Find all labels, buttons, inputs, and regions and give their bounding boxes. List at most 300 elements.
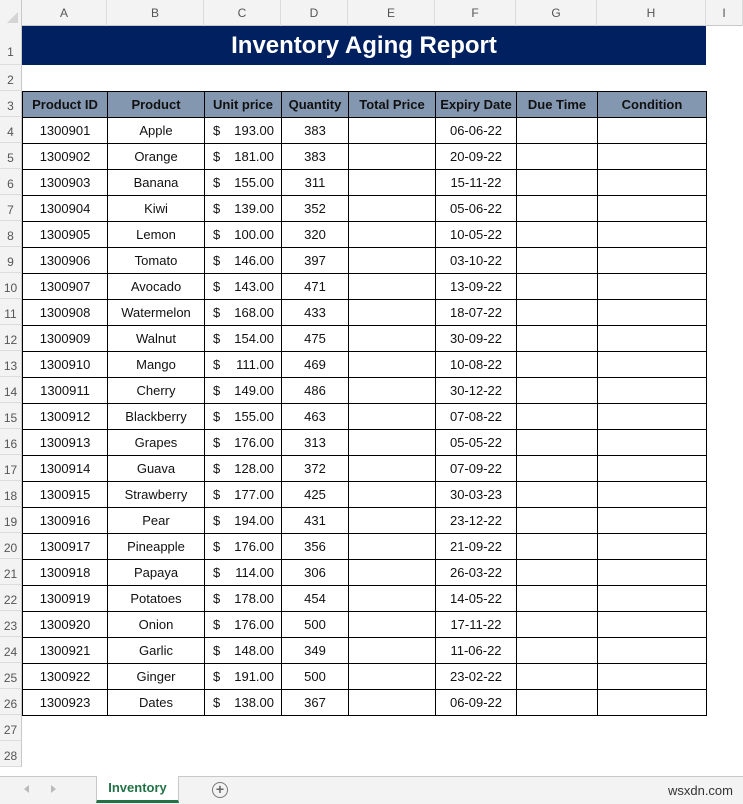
sheet-tab-inventory[interactable]: Inventory [96, 776, 179, 803]
cell-price[interactable] [205, 274, 282, 300]
cell-expiry[interactable]: 05-05-22 [436, 430, 517, 456]
cell-price[interactable] [205, 690, 282, 716]
row-header-8[interactable]: 8 [0, 221, 22, 247]
price-amount: 193.00 [234, 123, 274, 138]
currency-symbol: $ [213, 565, 221, 580]
currency-value [208, 435, 278, 450]
row-header-24[interactable]: 24 [0, 637, 22, 663]
table-row [23, 404, 707, 430]
currency-value [208, 305, 278, 320]
cell-qty[interactable]: 454 [282, 586, 349, 612]
cell-product[interactable]: Grapes [108, 430, 205, 456]
cell-due[interactable] [517, 274, 598, 300]
cell-product[interactable]: Pear [108, 508, 205, 534]
row-header-4[interactable]: 4 [0, 117, 22, 143]
cell-expiry[interactable]: 15-11-22 [436, 170, 517, 196]
table-row [23, 274, 707, 300]
cell-condition[interactable] [598, 664, 707, 690]
column-header-b[interactable]: B [107, 0, 204, 26]
cell-total[interactable] [349, 560, 436, 586]
cell-id[interactable]: 1300903 [23, 170, 108, 196]
cell-price[interactable] [205, 638, 282, 664]
cell-due[interactable] [517, 638, 598, 664]
cell-qty[interactable]: 500 [282, 664, 349, 690]
cell-qty[interactable]: 383 [282, 118, 349, 144]
row-header-1[interactable]: 1 [0, 26, 22, 65]
cell-price[interactable] [205, 430, 282, 456]
table-row [23, 508, 707, 534]
cell-total[interactable] [349, 404, 436, 430]
row-header-18[interactable]: 18 [0, 481, 22, 507]
cell-expiry[interactable]: 07-09-22 [436, 456, 517, 482]
cell-expiry[interactable]: 05-06-22 [436, 196, 517, 222]
currency-value [208, 253, 278, 268]
cell-due[interactable] [517, 560, 598, 586]
currency-value [208, 279, 278, 294]
cell-condition[interactable] [598, 508, 707, 534]
cell-qty[interactable]: 469 [282, 352, 349, 378]
currency-symbol: $ [213, 227, 221, 242]
price-amount: 143.00 [234, 279, 274, 294]
cell-product[interactable]: Banana [108, 170, 205, 196]
header-due-time[interactable]: Due Time [517, 92, 598, 118]
cell-product[interactable]: Walnut [108, 326, 205, 352]
cell-id[interactable]: 1300905 [23, 222, 108, 248]
column-header-e[interactable]: E [348, 0, 435, 26]
row-header-7[interactable]: 7 [0, 195, 22, 221]
cell-product[interactable]: Guava [108, 456, 205, 482]
cell-qty[interactable]: 425 [282, 482, 349, 508]
table-row [23, 118, 707, 144]
scroll-tabs-left-icon[interactable] [24, 785, 29, 793]
column-header-bar [0, 0, 743, 26]
price-amount: 168.00 [234, 305, 274, 320]
cell-price[interactable] [205, 118, 282, 144]
cell-condition[interactable] [598, 586, 707, 612]
cell-due[interactable] [517, 118, 598, 144]
cell-due[interactable] [517, 404, 598, 430]
cell-total[interactable] [349, 482, 436, 508]
cell-id[interactable]: 1300908 [23, 300, 108, 326]
row-header-17[interactable]: 17 [0, 455, 22, 481]
cell-price[interactable] [205, 404, 282, 430]
cell-id[interactable]: 1300901 [23, 118, 108, 144]
table-row [23, 248, 707, 274]
cell-expiry[interactable]: 23-12-22 [436, 508, 517, 534]
table-row [23, 638, 707, 664]
cell-expiry[interactable]: 06-09-22 [436, 690, 517, 716]
row-header-22[interactable]: 22 [0, 585, 22, 611]
cell-total[interactable] [349, 430, 436, 456]
cell-expiry[interactable]: 13-09-22 [436, 274, 517, 300]
add-sheet-icon[interactable]: + [212, 782, 228, 798]
header-product[interactable]: Product [108, 92, 205, 118]
cell-id[interactable]: 1300909 [23, 326, 108, 352]
cell-condition[interactable] [598, 690, 707, 716]
cell-id[interactable]: 1300915 [23, 482, 108, 508]
cell-qty[interactable]: 500 [282, 612, 349, 638]
cell-qty[interactable]: 463 [282, 404, 349, 430]
currency-value [208, 539, 278, 554]
row-header-25[interactable]: 25 [0, 663, 22, 689]
cell-due[interactable] [517, 612, 598, 638]
cell-due[interactable] [517, 170, 598, 196]
cell-price[interactable] [205, 664, 282, 690]
cell-id[interactable]: 1300910 [23, 352, 108, 378]
cell-total[interactable] [349, 248, 436, 274]
currency-symbol: $ [213, 539, 221, 554]
cell-price[interactable] [205, 378, 282, 404]
currency-value [208, 591, 278, 606]
cell-total[interactable] [349, 508, 436, 534]
cell-id[interactable]: 1300919 [23, 586, 108, 612]
cell-qty[interactable]: 486 [282, 378, 349, 404]
price-amount: 176.00 [234, 617, 274, 632]
header-total-price[interactable]: Total Price [349, 92, 436, 118]
row-header-10[interactable]: 10 [0, 273, 22, 299]
cell-qty[interactable]: 433 [282, 300, 349, 326]
inventory-table [22, 91, 707, 716]
cell-expiry[interactable]: 23-02-22 [436, 664, 517, 690]
cell-condition[interactable] [598, 534, 707, 560]
row-header-9[interactable]: 9 [0, 247, 22, 273]
row-header-16[interactable]: 16 [0, 429, 22, 455]
cell-product[interactable]: Papaya [108, 560, 205, 586]
cell-id[interactable]: 1300923 [23, 690, 108, 716]
table-row [23, 430, 707, 456]
cell-due[interactable] [517, 664, 598, 690]
cell-price[interactable] [205, 144, 282, 170]
table-row [23, 326, 707, 352]
select-all-corner[interactable] [0, 0, 22, 26]
table-row [23, 456, 707, 482]
cell-expiry[interactable]: 21-09-22 [436, 534, 517, 560]
price-amount: 176.00 [234, 539, 274, 554]
currency-value [208, 227, 278, 242]
row-header-14[interactable]: 14 [0, 377, 22, 403]
cell-expiry[interactable]: 26-03-22 [436, 560, 517, 586]
table-row [23, 690, 707, 716]
currency-value [208, 513, 278, 528]
cell-id[interactable]: 1300916 [23, 508, 108, 534]
header-product-id[interactable]: Product ID [23, 92, 108, 118]
table-row [23, 482, 707, 508]
cell-condition[interactable] [598, 404, 707, 430]
cell-product[interactable]: Potatoes [108, 586, 205, 612]
cell-due[interactable] [517, 456, 598, 482]
cell-expiry[interactable]: 03-10-22 [436, 248, 517, 274]
cell-due[interactable] [517, 508, 598, 534]
cell-qty[interactable]: 311 [282, 170, 349, 196]
cell-expiry[interactable]: 30-03-23 [436, 482, 517, 508]
price-amount: 148.00 [234, 643, 274, 658]
currency-symbol: $ [213, 669, 221, 684]
cell-price[interactable] [205, 248, 282, 274]
cell-condition[interactable] [598, 196, 707, 222]
row-header-6[interactable]: 6 [0, 169, 22, 195]
cell-product[interactable]: Avocado [108, 274, 205, 300]
cell-due[interactable] [517, 222, 598, 248]
cell-product[interactable]: Kiwi [108, 196, 205, 222]
currency-value [208, 695, 278, 710]
cell-qty[interactable]: 367 [282, 690, 349, 716]
currency-value [208, 331, 278, 346]
currency-symbol: $ [213, 149, 221, 164]
currency-value [208, 565, 278, 580]
cell-due[interactable] [517, 534, 598, 560]
row-header-21[interactable]: 21 [0, 559, 22, 585]
cell-condition[interactable] [598, 118, 707, 144]
currency-symbol: $ [213, 643, 221, 658]
price-amount: 100.00 [234, 227, 274, 242]
column-header-i[interactable]: I [706, 0, 743, 26]
cell-total[interactable] [349, 144, 436, 170]
price-amount: 128.00 [234, 461, 274, 476]
price-amount: 181.00 [234, 149, 274, 164]
price-amount: 178.00 [234, 591, 274, 606]
price-amount: 191.00 [234, 669, 274, 684]
currency-value [208, 487, 278, 502]
cell-qty[interactable]: 397 [282, 248, 349, 274]
cell-expiry[interactable]: 07-08-22 [436, 404, 517, 430]
cell-expiry[interactable]: 10-05-22 [436, 222, 517, 248]
row-header-12[interactable]: 12 [0, 325, 22, 351]
cell-price[interactable] [205, 326, 282, 352]
cell-due[interactable] [517, 300, 598, 326]
cell-id[interactable]: 1300921 [23, 638, 108, 664]
currency-symbol: $ [213, 279, 221, 294]
column-header-a[interactable]: A [22, 0, 107, 26]
cell-total[interactable] [349, 378, 436, 404]
price-amount: 114.00 [235, 565, 274, 580]
cell-product[interactable]: Orange [108, 144, 205, 170]
cell-qty[interactable]: 471 [282, 274, 349, 300]
row-header-2[interactable]: 2 [0, 65, 22, 91]
scroll-tabs-right-icon[interactable] [51, 785, 56, 793]
cell-expiry[interactable]: 11-06-22 [436, 638, 517, 664]
cell-qty[interactable]: 431 [282, 508, 349, 534]
cell-price[interactable] [205, 352, 282, 378]
cell-id[interactable]: 1300904 [23, 196, 108, 222]
cell-due[interactable] [517, 196, 598, 222]
cell-condition[interactable] [598, 638, 707, 664]
cell-total[interactable] [349, 170, 436, 196]
cell-price[interactable] [205, 222, 282, 248]
currency-value [208, 617, 278, 632]
cell-price[interactable] [205, 300, 282, 326]
cell-condition[interactable] [598, 274, 707, 300]
report-title[interactable]: Inventory Aging Report [22, 26, 706, 65]
cell-expiry[interactable]: 30-09-22 [436, 326, 517, 352]
cell-id[interactable]: 1300907 [23, 274, 108, 300]
cell-total[interactable] [349, 196, 436, 222]
row-header-13[interactable]: 13 [0, 351, 22, 377]
header-quantity[interactable]: Quantity [282, 92, 349, 118]
table-row [23, 352, 707, 378]
cell-due[interactable] [517, 248, 598, 274]
cell-product[interactable]: Mango [108, 352, 205, 378]
cell-total[interactable] [349, 300, 436, 326]
cell-product[interactable]: Blackberry [108, 404, 205, 430]
cell-qty[interactable]: 383 [282, 144, 349, 170]
cell-due[interactable] [517, 482, 598, 508]
row-header-5[interactable]: 5 [0, 143, 22, 169]
currency-symbol: $ [213, 617, 221, 632]
cell-due[interactable] [517, 352, 598, 378]
currency-symbol: $ [213, 253, 221, 268]
cell-price[interactable] [205, 170, 282, 196]
cell-expiry[interactable]: 14-05-22 [436, 586, 517, 612]
cell-due[interactable] [517, 690, 598, 716]
currency-symbol: $ [213, 123, 221, 138]
cell-price[interactable] [205, 482, 282, 508]
cell-qty[interactable]: 356 [282, 534, 349, 560]
cell-price[interactable] [205, 586, 282, 612]
row-header-20[interactable]: 20 [0, 533, 22, 559]
cell-condition[interactable] [598, 170, 707, 196]
cell-product[interactable]: Tomato [108, 248, 205, 274]
cell-id[interactable]: 1300912 [23, 404, 108, 430]
price-amount: 146.00 [234, 253, 274, 268]
currency-value [208, 149, 278, 164]
cell-condition[interactable] [598, 352, 707, 378]
cell-expiry[interactable]: 17-11-22 [436, 612, 517, 638]
cell-condition[interactable] [598, 430, 707, 456]
column-header-d[interactable]: D [281, 0, 348, 26]
cell-total[interactable] [349, 274, 436, 300]
cell-product[interactable]: Garlic [108, 638, 205, 664]
cell-product[interactable]: Watermelon [108, 300, 205, 326]
cell-due[interactable] [517, 378, 598, 404]
cell-product[interactable]: Onion [108, 612, 205, 638]
row-header-28[interactable]: 28 [0, 741, 22, 767]
cell-id[interactable]: 1300917 [23, 534, 108, 560]
currency-symbol: $ [213, 695, 221, 710]
currency-symbol: $ [213, 201, 221, 216]
price-amount: 194.00 [234, 513, 274, 528]
cell-price[interactable] [205, 612, 282, 638]
cell-product[interactable]: Cherry [108, 378, 205, 404]
table-row [23, 560, 707, 586]
cell-expiry[interactable]: 10-08-22 [436, 352, 517, 378]
cell-id[interactable]: 1300914 [23, 456, 108, 482]
cell-expiry[interactable]: 18-07-22 [436, 300, 517, 326]
column-header-f[interactable]: F [435, 0, 516, 26]
currency-value [208, 409, 278, 424]
cell-condition[interactable] [598, 222, 707, 248]
table-row [23, 378, 707, 404]
cell-product[interactable]: Apple [108, 118, 205, 144]
cell-price[interactable] [205, 534, 282, 560]
cell-condition[interactable] [598, 378, 707, 404]
table-row [23, 222, 707, 248]
row-header-15[interactable]: 15 [0, 403, 22, 429]
cell-expiry[interactable]: 06-06-22 [436, 118, 517, 144]
cell-total[interactable] [349, 534, 436, 560]
cell-id[interactable]: 1300920 [23, 612, 108, 638]
price-amount: 111.00 [236, 357, 274, 372]
row-header-11[interactable]: 11 [0, 299, 22, 325]
cell-total[interactable] [349, 612, 436, 638]
price-amount: 155.00 [234, 175, 274, 190]
cell-price[interactable] [205, 456, 282, 482]
row-header-23[interactable]: 23 [0, 611, 22, 637]
cell-condition[interactable] [598, 326, 707, 352]
currency-symbol: $ [213, 331, 221, 346]
row-header-19[interactable]: 19 [0, 507, 22, 533]
cell-id[interactable]: 1300906 [23, 248, 108, 274]
cell-due[interactable] [517, 144, 598, 170]
cell-due[interactable] [517, 326, 598, 352]
cell-qty[interactable]: 475 [282, 326, 349, 352]
cell-id[interactable]: 1300918 [23, 560, 108, 586]
cell-product[interactable]: Ginger [108, 664, 205, 690]
cell-condition[interactable] [598, 560, 707, 586]
column-header-c[interactable]: C [204, 0, 281, 26]
column-header-h[interactable]: H [597, 0, 706, 26]
cell-qty[interactable]: 320 [282, 222, 349, 248]
cell-product[interactable]: Strawberry [108, 482, 205, 508]
row-header-3[interactable]: 3 [0, 91, 22, 117]
cell-id[interactable]: 1300913 [23, 430, 108, 456]
cell-qty[interactable]: 349 [282, 638, 349, 664]
cell-id[interactable]: 1300922 [23, 664, 108, 690]
cell-condition[interactable] [598, 482, 707, 508]
header-unit-price[interactable]: Unit price [205, 92, 282, 118]
cell-product[interactable]: Lemon [108, 222, 205, 248]
table-row [23, 196, 707, 222]
cell-total[interactable] [349, 456, 436, 482]
cell-condition[interactable] [598, 248, 707, 274]
cell-total[interactable] [349, 326, 436, 352]
cell-total[interactable] [349, 638, 436, 664]
cell-qty[interactable]: 306 [282, 560, 349, 586]
cell-total[interactable] [349, 664, 436, 690]
cell-condition[interactable] [598, 144, 707, 170]
cell-price[interactable] [205, 508, 282, 534]
cell-price[interactable] [205, 560, 282, 586]
cell-condition[interactable] [598, 456, 707, 482]
cell-due[interactable] [517, 586, 598, 612]
header-expiry-date[interactable]: Expiry Date [436, 92, 517, 118]
currency-symbol: $ [213, 305, 221, 320]
cell-condition[interactable] [598, 612, 707, 638]
cell-qty[interactable]: 352 [282, 196, 349, 222]
cell-condition[interactable] [598, 300, 707, 326]
cell-total[interactable] [349, 118, 436, 144]
cell-qty[interactable]: 372 [282, 456, 349, 482]
cell-total[interactable] [349, 222, 436, 248]
cell-total[interactable] [349, 352, 436, 378]
row-header-27[interactable]: 27 [0, 715, 22, 741]
cell-id[interactable]: 1300911 [23, 378, 108, 404]
cell-qty[interactable]: 313 [282, 430, 349, 456]
column-header-g[interactable]: G [516, 0, 597, 26]
cell-total[interactable] [349, 586, 436, 612]
cell-total[interactable] [349, 690, 436, 716]
cell-due[interactable] [517, 430, 598, 456]
cell-product[interactable]: Dates [108, 690, 205, 716]
cell-id[interactable]: 1300902 [23, 144, 108, 170]
header-condition[interactable]: Condition [598, 92, 707, 118]
cell-expiry[interactable]: 30-12-22 [436, 378, 517, 404]
cell-price[interactable] [205, 196, 282, 222]
currency-symbol: $ [213, 175, 221, 190]
currency-value [208, 383, 278, 398]
cell-product[interactable]: Pineapple [108, 534, 205, 560]
row-header-26[interactable]: 26 [0, 689, 22, 715]
cell-expiry[interactable]: 20-09-22 [436, 144, 517, 170]
